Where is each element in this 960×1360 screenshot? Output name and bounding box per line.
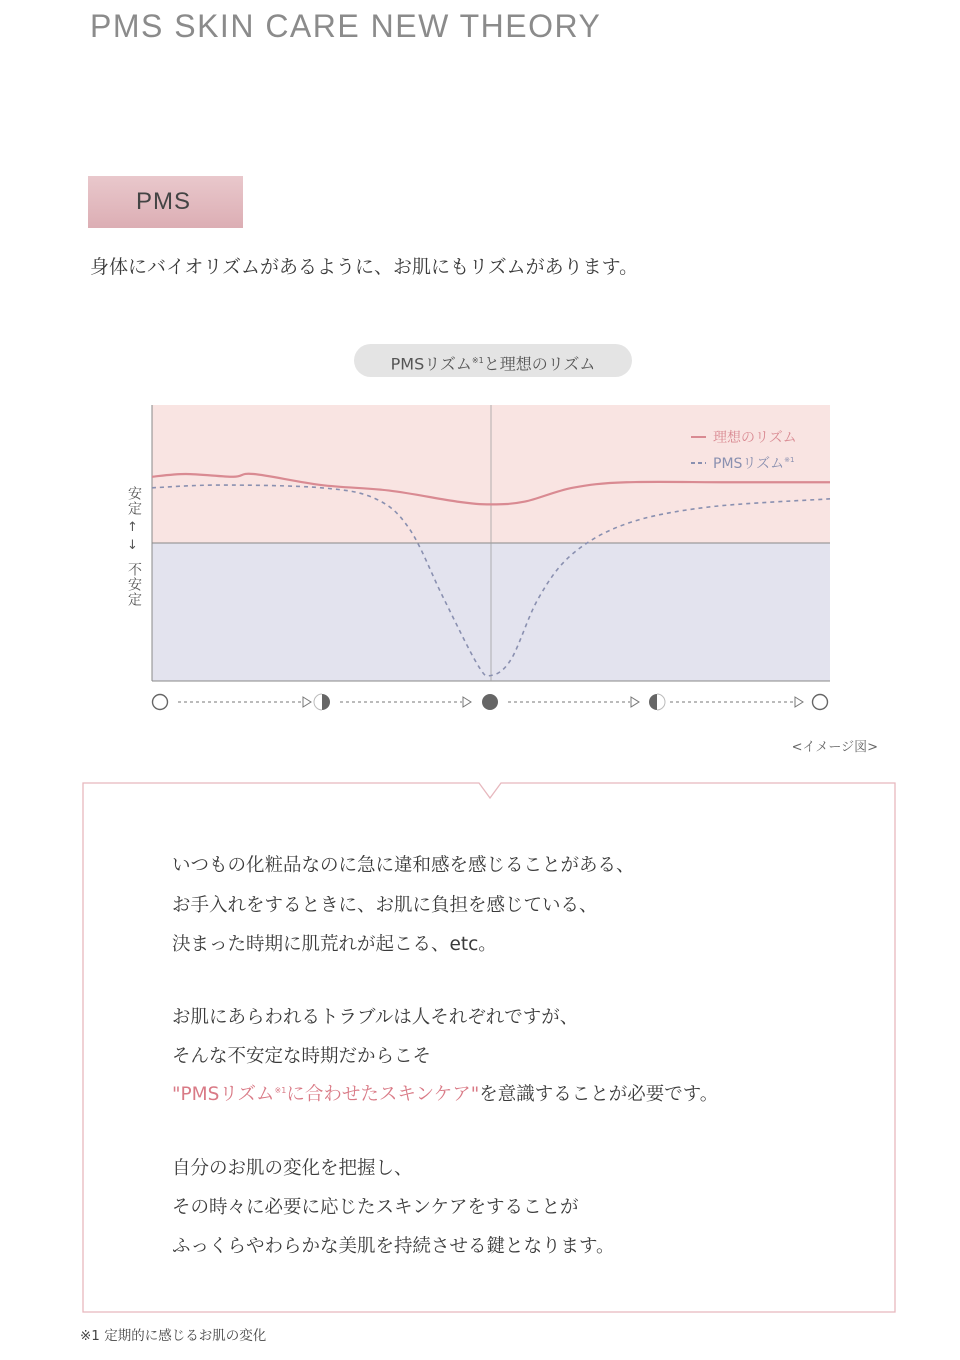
footnote: ※1 定期的に感じるお肌の変化 [80,1328,267,1344]
highlight-tail: を意識することが必要です。 [479,1084,719,1105]
arrowhead [303,697,311,707]
page-title: PMS SKIN CARE NEW THEORY [90,8,602,44]
moon-markers [153,694,828,710]
legend-label-pms-name: PMSリズム [713,456,785,472]
message-line: 自分のお肌の変化を把握し、 [172,1158,413,1179]
message-line: お肌にあらわれるトラブルは人それぞれですが、 [172,1007,579,1028]
message-line: そんな不安定な時期だからこそ [172,1046,432,1067]
message-line: ふっくらやわらかな美肌を持続させる鍵となります。 [172,1236,615,1257]
first-quarter-moon-icon [322,694,330,710]
last-quarter-moon-outline [657,694,665,710]
message-line: お手入れをするときに、お肌に負担を感じている、 [172,895,598,916]
highlight-sup: ※1 [274,1085,287,1095]
last-quarter-moon-icon [649,694,657,710]
arrowhead [631,697,639,707]
full-moon-icon [482,694,498,710]
image-note: <イメージ図> [791,740,878,755]
y-label-unstable: 不安定 [126,562,142,607]
chart-title-main: PMSリズム [390,354,472,374]
legend-label-ideal: 理想のリズム [713,430,797,446]
message-line: いつもの化粧品なのに急に違和感を感じることがある、 [172,855,635,876]
first-quarter-moon-outline [314,694,322,710]
message-line: 決まった時期に肌荒れが起こる、etc。 [172,934,497,955]
message-line: その時々に必要に応じたスキンケアをすることが [172,1197,579,1218]
new-moon-icon [153,695,168,710]
new-moon-icon [813,695,828,710]
highlight-open: "PMSリズム [172,1084,275,1105]
y-label-stable: 安定 [126,486,142,516]
arrowhead [463,697,471,707]
intro-text: 身体にバイオリズムがあるように、お肌にもリズムがあります。 [90,256,639,278]
message-highlight-line [172,1080,718,1106]
chart-title-rest: と理想のリズム [483,354,596,374]
y-arrow-up: ↑ [127,520,138,535]
legend-label-pms [713,456,794,472]
section-badge-label: PMS [136,188,192,215]
legend-label-pms-sup: ※1 [784,456,795,464]
y-arrow-down: ↓ [127,538,138,553]
arrowhead [795,697,803,707]
highlight-close: に合わせたスキンケア" [286,1084,480,1105]
chart-title-sup: ※1 [471,356,484,365]
